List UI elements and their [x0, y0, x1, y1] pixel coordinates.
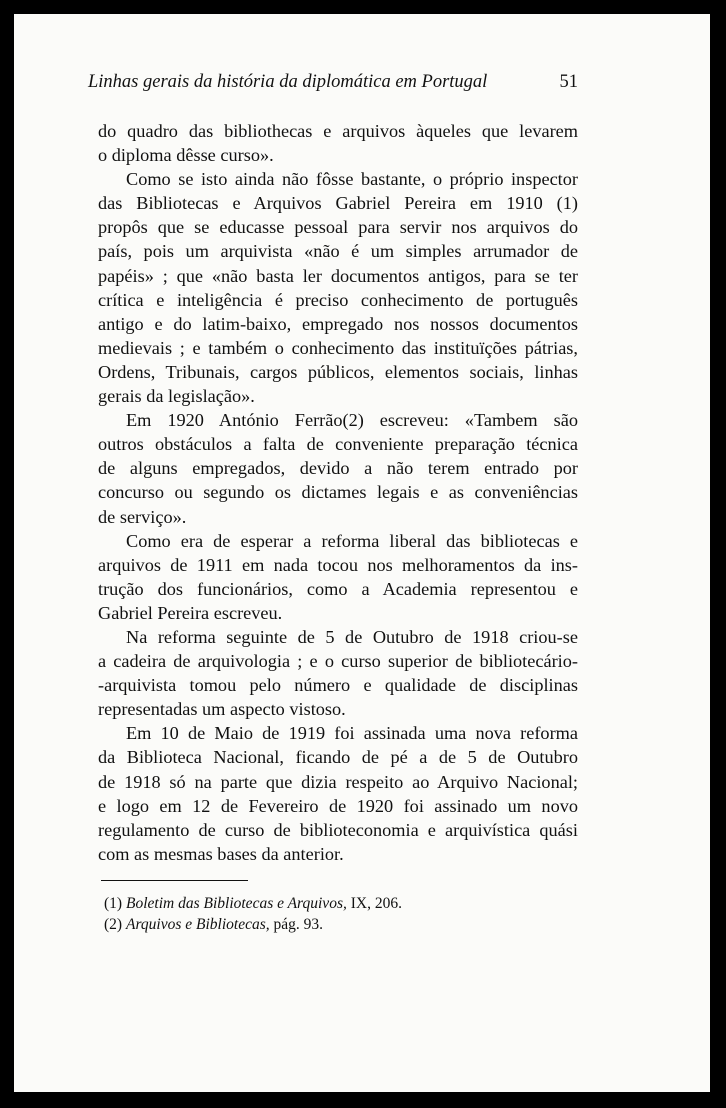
- text-line: Em 10 de Maio de 1919 foi assinada uma nova reforma: [126, 723, 578, 744]
- text-line: e logo em 12 de Fevereiro de 1920 foi assinado um novo: [98, 795, 578, 816]
- text-line: arquivos de 1911 em nada tocou nos melhoramentos da ins-: [98, 554, 578, 575]
- footnote-title: Boletim das Bibliotecas e Arquivos,: [126, 895, 347, 912]
- text-line: a cadeira de arquivologia ; e o curso superior de bibliotecário-: [98, 651, 578, 672]
- footnote-title: Arquivos e Bibliotecas,: [126, 916, 270, 933]
- text-line: do quadro das bibliothecas e arquivos àqueles que levarem: [98, 121, 578, 141]
- text-line: trução dos funcionários, como a Academia representou e: [98, 578, 578, 599]
- footnote-reference: pág. 93.: [269, 916, 324, 933]
- text-line: da Biblioteca Nacional, ficando de pé a de 5 de Outubro: [98, 747, 578, 768]
- footnote-separator: [101, 880, 248, 881]
- footnote: [104, 914, 546, 935]
- running-title: Linhas gerais da história da diplomática em Portugal: [88, 72, 488, 92]
- text-line: Gabriel Pereira escreveu.: [98, 602, 283, 623]
- text-line: o diploma dêsse curso».: [98, 145, 274, 166]
- text-line: país, pois um arquivista «não é um simples arrumador de: [98, 241, 578, 262]
- text-line: papéis» ; que «não basta ler documentos antigos, para se ter: [98, 265, 578, 286]
- footnote: [104, 893, 546, 914]
- text-line: Ordens, Tribunais, cargos públicos, elementos sociais, linhas: [98, 361, 578, 382]
- text-line: com as mesmas bases da anterior.: [98, 843, 344, 864]
- footnote-reference: IX, 206.: [346, 895, 402, 912]
- text-line: de 1918 só na parte que dizia respeito ao Arquivo Nacional;: [98, 771, 578, 792]
- text-line: regulamento de curso de biblioteconomia e arquivística quási: [98, 819, 578, 840]
- page-number: 51: [559, 72, 578, 92]
- body-text: [98, 119, 578, 866]
- text-line: -arquivista tomou pelo número e qualidade de disciplinas: [98, 675, 578, 696]
- footnotes: [104, 893, 546, 935]
- text-line: antigo e do latim-baixo, empregado nos nossos documentos: [98, 313, 578, 334]
- text-line: medievais ; e também o conhecimento das instituïções pátrias,: [98, 337, 578, 358]
- text-line: representadas um aspecto vistoso.: [98, 699, 346, 720]
- footnote-marker: (1): [104, 895, 123, 912]
- text-line: propôs que se educasse pessoal para servir nos arquivos do: [98, 217, 578, 238]
- text-line: gerais da legislação».: [98, 386, 255, 407]
- text-line: de serviço».: [98, 506, 187, 527]
- text-line: Na reforma seguinte de 5 de Outubro de 1918 criou-se: [126, 626, 578, 647]
- running-header: [88, 72, 578, 93]
- text-line: Como se isto ainda não fôsse bastante, o próprio inspector: [126, 169, 578, 190]
- text-line: Em 1920 António Ferrão(2) escreveu: «Tambem são: [126, 410, 578, 431]
- text-line: de alguns empregados, devido a não terem entrado por: [98, 458, 578, 479]
- text-line: outros obstáculos a falta de conveniente preparação técnica: [98, 434, 578, 455]
- text-line: Como era de esperar a reforma liberal das bibliotecas e: [126, 530, 578, 551]
- footnote-marker: (2): [104, 916, 123, 933]
- text-line: das Bibliotecas e Arquivos Gabriel Pereira em 1910 (1): [98, 193, 578, 214]
- text-line: crítica e inteligência é preciso conhecimento de português: [98, 289, 578, 310]
- text-line: concurso ou segundo os dictames legais e as conveniências: [98, 482, 578, 503]
